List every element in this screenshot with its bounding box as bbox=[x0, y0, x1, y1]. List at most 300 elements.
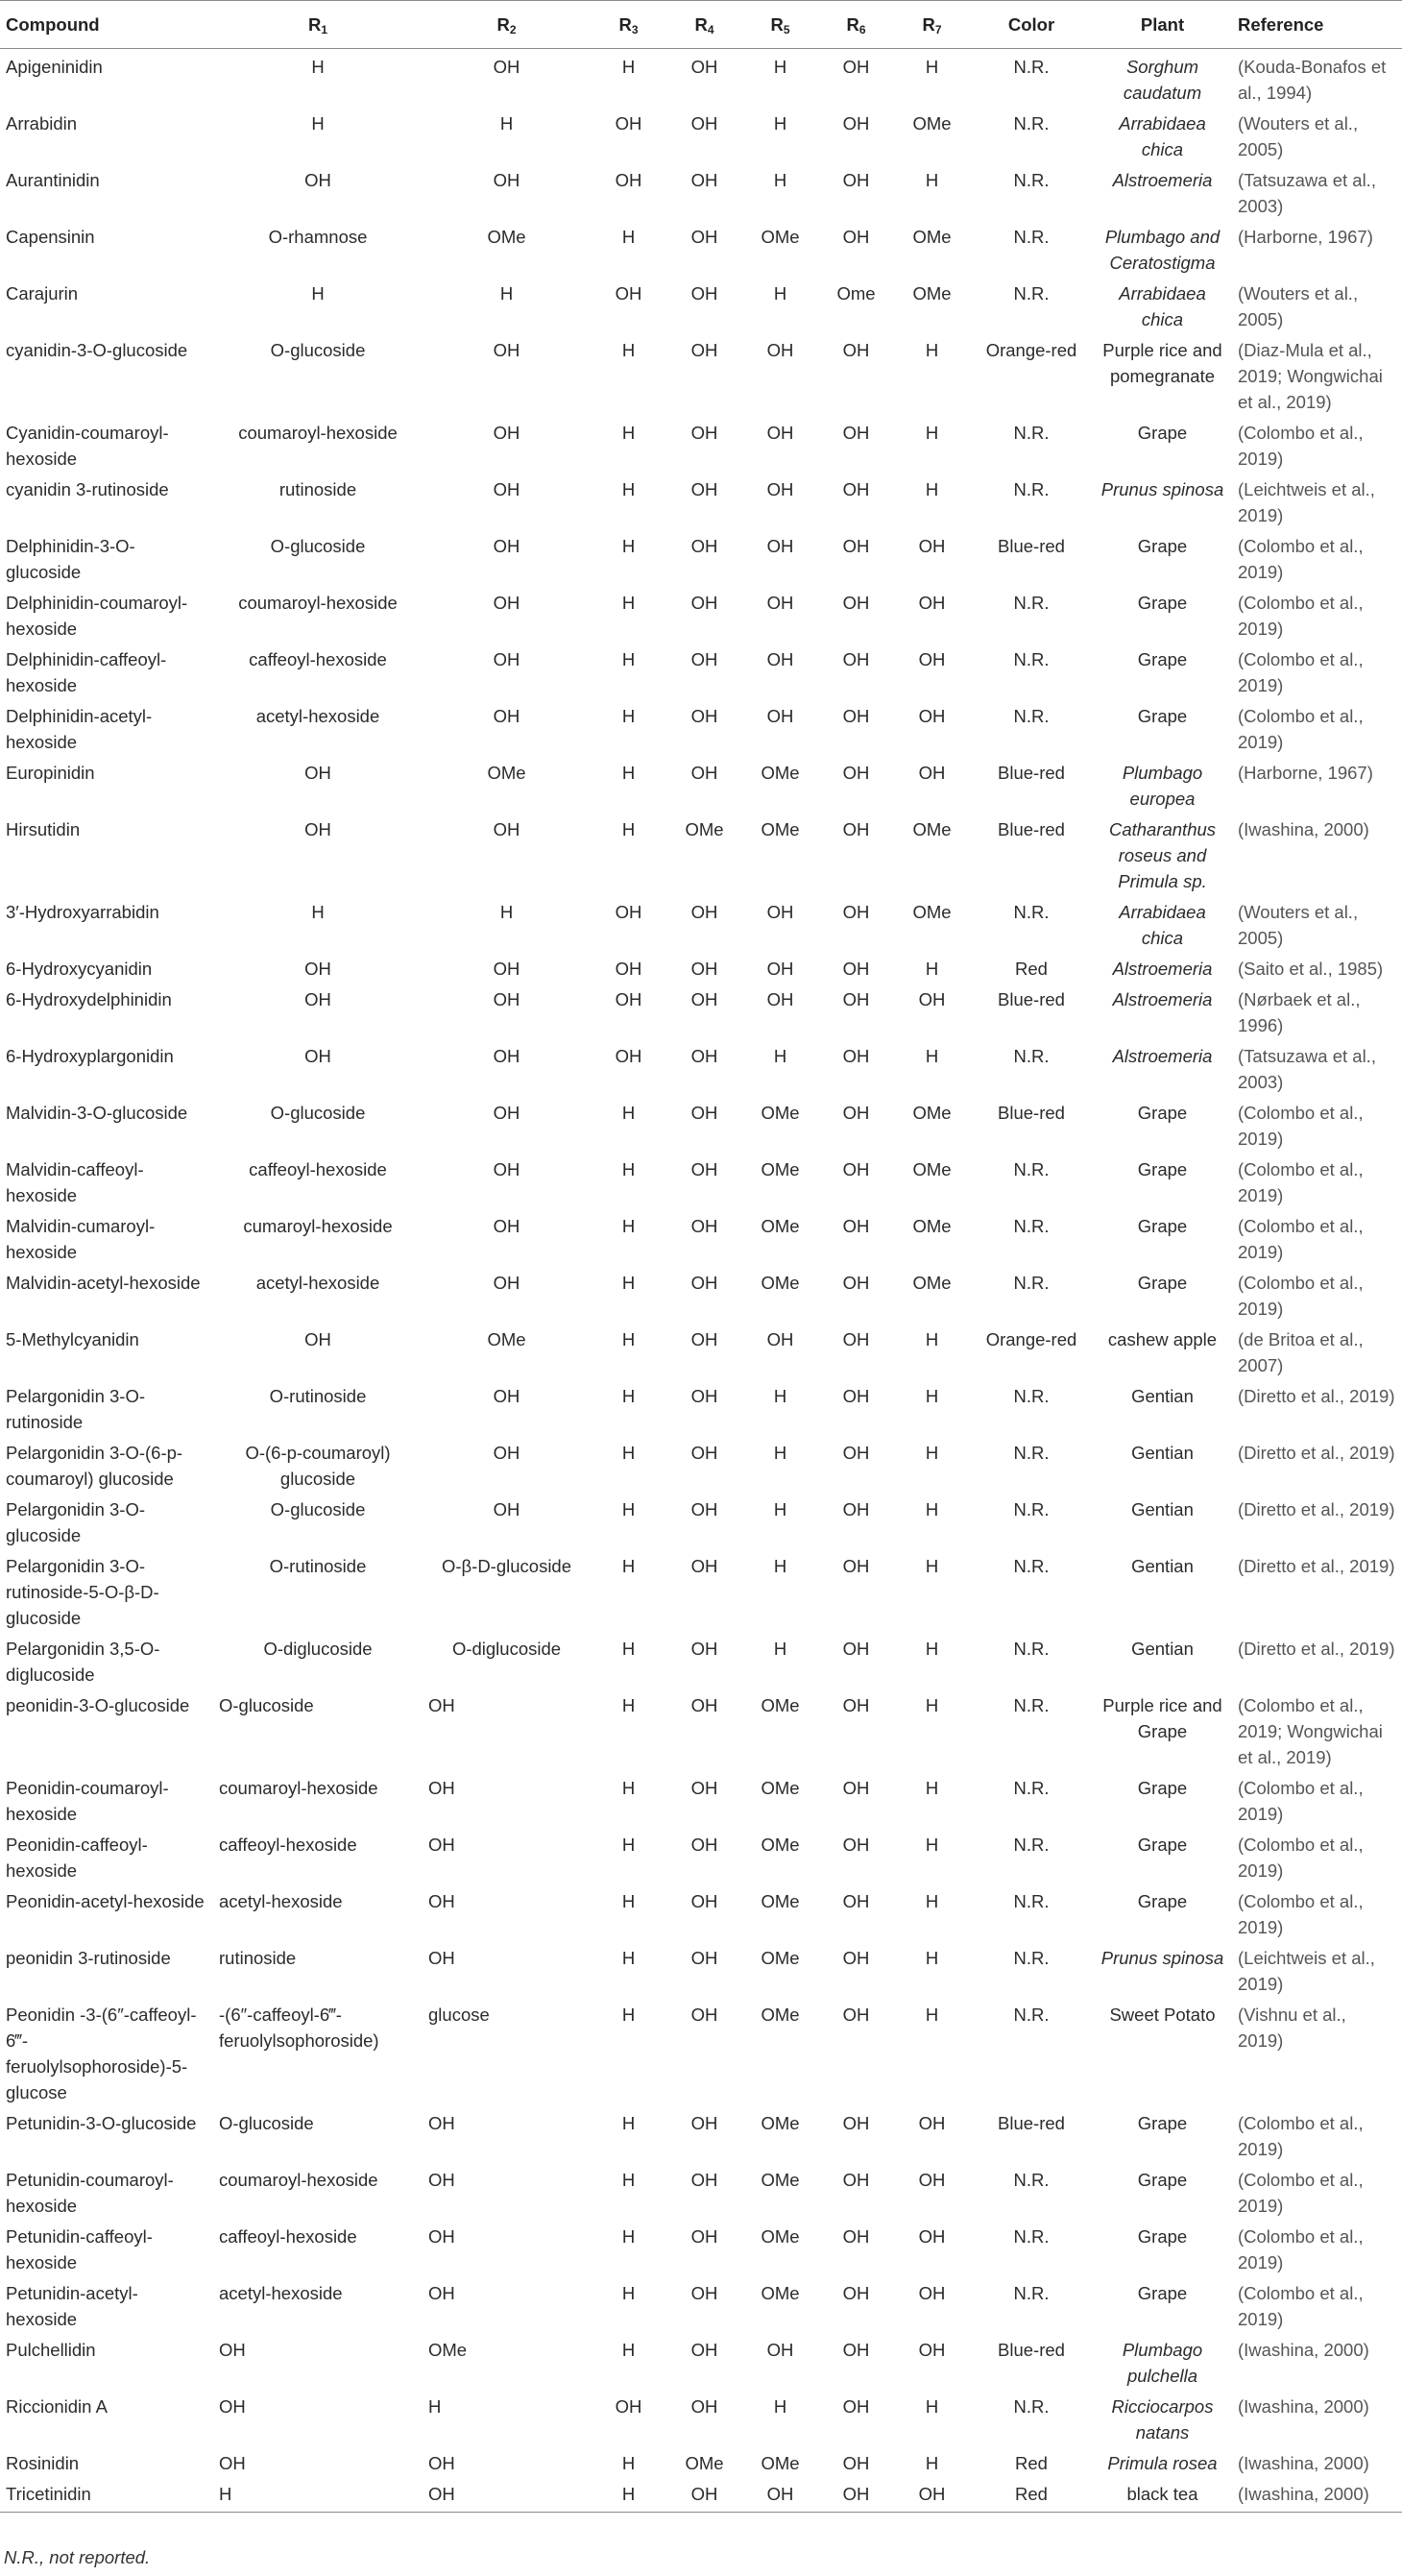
r1-cell: acetyl-hexoside bbox=[255, 706, 380, 726]
r6-cell: OH bbox=[842, 1329, 870, 1349]
reference-cell: (Colombo et al., 2019) bbox=[1238, 2113, 1364, 2159]
compound-cell: Petunidin-3-O-glucoside bbox=[6, 2113, 197, 2133]
r4-cell: OH bbox=[690, 2226, 718, 2247]
r1-cell: caffeoyl-hexoside bbox=[219, 1835, 357, 1855]
reference-cell: (Colombo et al., 2019) bbox=[1238, 1159, 1364, 1205]
r7-cell: H bbox=[925, 959, 939, 979]
r7-cell: H bbox=[925, 2453, 939, 2473]
r1-cell: O-diglucoside bbox=[263, 1639, 373, 1659]
color-cell: N.R. bbox=[1013, 2283, 1050, 2303]
r5-cell: OH bbox=[766, 902, 794, 922]
r3-cell: H bbox=[621, 1329, 636, 1349]
plant-cell: Ricciocarpos natans bbox=[1111, 2396, 1214, 2442]
r5-cell: OMe bbox=[761, 2453, 800, 2473]
r1-cell: O-glucoside bbox=[270, 1499, 366, 1519]
r6-cell: OH bbox=[842, 1273, 870, 1293]
r3-cell: H bbox=[621, 1695, 636, 1715]
header-compound: Compound bbox=[0, 1, 213, 49]
color-cell: N.R. bbox=[1013, 283, 1050, 304]
r6-cell: OH bbox=[842, 2113, 870, 2133]
r3-cell: H bbox=[621, 1386, 636, 1406]
r5-cell: OH bbox=[766, 1329, 794, 1349]
r4-cell: OH bbox=[690, 2283, 718, 2303]
table-row bbox=[0, 1435, 1402, 1492]
r6-cell: OH bbox=[842, 1835, 870, 1855]
r7-cell: H bbox=[925, 1443, 939, 1463]
reference-cell: (Colombo et al., 2019) bbox=[1238, 1835, 1364, 1881]
r6-cell: OH bbox=[842, 1499, 870, 1519]
r6-cell: OH bbox=[842, 423, 870, 443]
r1-cell: OH bbox=[304, 1329, 331, 1349]
r5-cell: OMe bbox=[761, 1778, 800, 1798]
r7-cell: H bbox=[925, 423, 939, 443]
r3-cell: H bbox=[621, 593, 636, 613]
r5-cell: OMe bbox=[761, 2283, 800, 2303]
reference-cell: (Colombo et al., 2019) bbox=[1238, 2226, 1364, 2272]
plant-cell: Prunus spinosa bbox=[1100, 1948, 1224, 1968]
r2-cell: OMe bbox=[487, 227, 526, 247]
reference-cell: (Diretto et al., 2019) bbox=[1238, 1556, 1395, 1576]
r6-cell: OH bbox=[842, 2453, 870, 2473]
reference-cell: (Diretto et al., 2019) bbox=[1238, 1639, 1395, 1659]
r1-cell: OH bbox=[304, 170, 331, 190]
r2-cell: OH bbox=[493, 1159, 520, 1179]
reference-cell: (Colombo et al., 2019) bbox=[1238, 1891, 1364, 1937]
plant-cell: Grape bbox=[1137, 649, 1188, 669]
color-cell: Orange-red bbox=[985, 340, 1077, 360]
reference-cell: (Colombo et al., 2019) bbox=[1238, 1103, 1364, 1149]
r5-cell: H bbox=[773, 2396, 787, 2417]
color-cell: Blue-red bbox=[998, 1103, 1065, 1123]
r7-cell: OMe bbox=[912, 283, 952, 304]
r4-cell: OH bbox=[690, 1835, 718, 1855]
color-cell: Blue-red bbox=[998, 819, 1065, 839]
plant-cell: Grape bbox=[1137, 1216, 1188, 1236]
r5-cell: H bbox=[773, 170, 787, 190]
r5-cell: H bbox=[773, 1499, 787, 1519]
compound-cell: Malvidin-3-O-glucoside bbox=[6, 1103, 188, 1123]
r3-cell: H bbox=[621, 1103, 636, 1123]
color-cell: Red bbox=[1015, 2453, 1048, 2473]
reference-cell: (Colombo et al., 2019) bbox=[1238, 706, 1364, 752]
r2-cell: OH bbox=[493, 57, 520, 77]
r1-cell: acetyl-hexoside bbox=[255, 1273, 380, 1293]
plant-cell: Alstroemeria bbox=[1112, 989, 1213, 1009]
r2-cell: OH bbox=[493, 1103, 520, 1123]
r7-cell: OH bbox=[918, 2226, 946, 2247]
r3-cell: OH bbox=[615, 1046, 642, 1066]
plant-cell: Alstroemeria bbox=[1112, 170, 1213, 190]
r7-cell: H bbox=[925, 170, 939, 190]
r7-cell: H bbox=[925, 340, 939, 360]
r3-cell: H bbox=[621, 1216, 636, 1236]
r7-cell: H bbox=[925, 2396, 939, 2417]
r3-cell: OH bbox=[615, 113, 642, 134]
color-cell: Blue-red bbox=[998, 536, 1065, 556]
r2-cell: H bbox=[428, 2396, 442, 2417]
header-r7: $R_7$ bbox=[894, 1, 970, 49]
r6-cell: OH bbox=[818, 2476, 894, 2513]
r4-cell: OH bbox=[690, 1891, 718, 1911]
header-r3: $R_3$ bbox=[591, 1, 666, 49]
compound-cell: Delphinidin-caffeoyl-hexoside bbox=[6, 649, 167, 695]
r4-cell: OH bbox=[690, 1273, 718, 1293]
compound-cell: Peonidin -3-(6″-caffeoyl-6‴-feruolylsophoroside)-5-glucose bbox=[6, 2005, 197, 2102]
r4-cell: OH bbox=[690, 2340, 718, 2360]
table-body bbox=[0, 49, 1402, 2513]
header-color: Color bbox=[970, 1, 1093, 49]
color-cell: N.R. bbox=[1013, 593, 1050, 613]
r2-cell: OH bbox=[493, 536, 520, 556]
r6-cell: OH bbox=[842, 763, 870, 783]
r1-cell: O-glucoside bbox=[270, 340, 366, 360]
reference-cell: (Colombo et al., 2019) bbox=[1238, 536, 1364, 582]
compound-cell: Peonidin-caffeoyl-hexoside bbox=[6, 1835, 148, 1881]
r3-cell: H bbox=[621, 1948, 636, 1968]
color-cell: N.R. bbox=[1013, 1778, 1050, 1798]
r4-cell: OH bbox=[690, 227, 718, 247]
compound-cell: Malvidin-cumaroyl-hexoside bbox=[6, 1216, 156, 1262]
r6-cell: OH bbox=[842, 1556, 870, 1576]
r1-cell: O-glucoside bbox=[270, 1103, 366, 1123]
r2-cell: OH bbox=[493, 1216, 520, 1236]
r1-cell: O-glucoside bbox=[219, 1695, 314, 1715]
r1-cell: OH bbox=[219, 2453, 246, 2473]
r6-cell: OH bbox=[842, 2283, 870, 2303]
r7-cell: H bbox=[925, 2005, 939, 2025]
compound-cell: Peonidin-acetyl-hexoside bbox=[6, 1891, 205, 1911]
r2-cell: OMe bbox=[487, 1329, 526, 1349]
color-cell: Blue-red bbox=[998, 763, 1065, 783]
r5-cell: OMe bbox=[761, 227, 800, 247]
r4-cell: OH bbox=[690, 763, 718, 783]
r3-cell: H bbox=[621, 57, 636, 77]
r6-cell: OH bbox=[842, 593, 870, 613]
table-row bbox=[0, 1322, 1402, 1378]
r7-cell: OH bbox=[918, 2170, 946, 2190]
r5-cell: OMe bbox=[761, 819, 800, 839]
r5-cell: OMe bbox=[761, 1695, 800, 1715]
r5-cell: OMe bbox=[761, 1273, 800, 1293]
r6-cell: OH bbox=[842, 1386, 870, 1406]
r4-cell: OH bbox=[690, 649, 718, 669]
r5-cell: OMe bbox=[761, 2113, 800, 2133]
table-row bbox=[0, 528, 1402, 585]
compound-cell: Pelargonidin 3-O-(6-p-coumaroyl) glucoside bbox=[6, 1443, 183, 1489]
reference-cell: (Colombo et al., 2019; Wongwichai et al., 2019) bbox=[1238, 1695, 1383, 1767]
compound-cell: Malvidin-acetyl-hexoside bbox=[6, 1273, 201, 1293]
r3-cell: H bbox=[621, 2340, 636, 2360]
r1-cell: cumaroyl-hexoside bbox=[243, 1216, 393, 1236]
r2-cell: OH bbox=[423, 2476, 591, 2513]
reference-cell: (Wouters et al., 2005) bbox=[1238, 113, 1359, 159]
r3-cell: H bbox=[621, 1639, 636, 1659]
header-r5: $R_5$ bbox=[742, 1, 818, 49]
compound-cell: Delphinidin-3-O-glucoside bbox=[6, 536, 135, 582]
table-row bbox=[0, 332, 1402, 415]
r2-cell: OH bbox=[493, 1386, 520, 1406]
compound-cell: Petunidin-acetyl-hexoside bbox=[6, 2283, 138, 2329]
color-cell: Red bbox=[1015, 959, 1048, 979]
reference-cell: (Iwashina, 2000) bbox=[1238, 2396, 1369, 2417]
r4-cell: OH bbox=[690, 340, 718, 360]
color-cell: N.R. bbox=[1013, 423, 1050, 443]
color-cell: N.R. bbox=[1013, 1386, 1050, 1406]
compound-cell: Pelargonidin 3-O-rutinoside-5-O-β-D-glucoside bbox=[6, 1556, 159, 1628]
color-cell: N.R. bbox=[1013, 2396, 1050, 2417]
plant-cell: Plumbago pulchella bbox=[1122, 2340, 1203, 2386]
plant-cell: Grape bbox=[1137, 593, 1188, 613]
r5-cell: OH bbox=[766, 340, 794, 360]
r7-cell: OH bbox=[918, 593, 946, 613]
r6-cell: OH bbox=[842, 340, 870, 360]
r6-cell: Ome bbox=[836, 283, 876, 304]
plant-cell: Gentian bbox=[1131, 1443, 1194, 1463]
r6-cell: OH bbox=[842, 1778, 870, 1798]
r6-cell: OH bbox=[842, 2396, 870, 2417]
r7-cell: OMe bbox=[912, 1159, 952, 1179]
r4-cell: OH bbox=[690, 1443, 718, 1463]
r5-cell: OMe bbox=[761, 1835, 800, 1855]
compound-cell: cyanidin-3-O-glucoside bbox=[6, 340, 188, 360]
reference-cell: (Colombo et al., 2019) bbox=[1238, 649, 1364, 695]
table-row bbox=[0, 2105, 1402, 2162]
plant-cell: Arrabidaea chica bbox=[1119, 113, 1206, 159]
r7-cell: OMe bbox=[912, 113, 952, 134]
color-cell: N.R. bbox=[1013, 1443, 1050, 1463]
r1-cell: H bbox=[311, 113, 325, 134]
table-row bbox=[0, 698, 1402, 755]
r3-cell: H bbox=[621, 423, 636, 443]
reference-cell: (Colombo et al., 2019) bbox=[1238, 1778, 1364, 1824]
r3-cell: H bbox=[621, 1778, 636, 1798]
r5-cell: OH bbox=[766, 423, 794, 443]
table-row bbox=[0, 1883, 1402, 1940]
r5-cell: H bbox=[773, 57, 787, 77]
r3-cell: H bbox=[621, 340, 636, 360]
reference-cell: (Iwashina, 2000) bbox=[1232, 2476, 1402, 2513]
r2-cell: OH bbox=[493, 819, 520, 839]
r2-cell: OH bbox=[428, 1778, 455, 1798]
r1-cell: O-rhamnose bbox=[268, 227, 368, 247]
r7-cell: OH bbox=[918, 763, 946, 783]
r6-cell: OH bbox=[842, 1443, 870, 1463]
compound-cell: Petunidin-coumaroyl-hexoside bbox=[6, 2170, 174, 2216]
plant-cell: Plumbago and Ceratostigma bbox=[1104, 227, 1221, 273]
color-cell: N.R. bbox=[1013, 479, 1050, 499]
r7-cell: H bbox=[925, 1948, 939, 1968]
r1-cell: caffeoyl-hexoside bbox=[219, 2226, 357, 2247]
plant-cell: Purple rice and Grape bbox=[1102, 1695, 1222, 1741]
r5-cell: OH bbox=[766, 989, 794, 1009]
r7-cell: OMe bbox=[912, 1103, 952, 1123]
color-cell: N.R. bbox=[1013, 1891, 1050, 1911]
r1-cell: H bbox=[213, 2476, 423, 2513]
r5-cell: OH bbox=[766, 593, 794, 613]
r1-cell: O-(6-p-coumaroyl) glucoside bbox=[245, 1443, 391, 1489]
r3-cell: H bbox=[621, 1891, 636, 1911]
table-row bbox=[0, 951, 1402, 982]
r1-cell: OH bbox=[304, 989, 331, 1009]
r1-cell: OH bbox=[219, 2396, 246, 2417]
r7-cell: H bbox=[925, 1639, 939, 1659]
plant-cell: cashew apple bbox=[1107, 1329, 1218, 1349]
r6-cell: OH bbox=[842, 706, 870, 726]
header-r6: $R_6$ bbox=[818, 1, 894, 49]
header-reference: Reference bbox=[1232, 1, 1402, 49]
color-cell: N.R. bbox=[1013, 170, 1050, 190]
color-cell: N.R. bbox=[1013, 227, 1050, 247]
r4-cell: OH bbox=[690, 959, 718, 979]
r7-cell: H bbox=[925, 1695, 939, 1715]
compound-cell: Rosinidin bbox=[6, 2453, 80, 2473]
r7-cell: H bbox=[925, 1329, 939, 1349]
r7-cell: H bbox=[925, 1386, 939, 1406]
color-cell: N.R. bbox=[1013, 1695, 1050, 1715]
table-row bbox=[0, 2389, 1402, 2445]
r2-cell: H bbox=[499, 902, 514, 922]
r6-cell: OH bbox=[842, 1046, 870, 1066]
r7-cell: H bbox=[925, 1556, 939, 1576]
reference-cell: (Colombo et al., 2019) bbox=[1238, 1273, 1364, 1319]
r5-cell: OMe bbox=[761, 1216, 800, 1236]
r2-cell: OH bbox=[493, 1273, 520, 1293]
r4-cell: OH bbox=[690, 2113, 718, 2133]
r1-cell: OH bbox=[304, 763, 331, 783]
r5-cell: OMe bbox=[761, 763, 800, 783]
r4-cell: OMe bbox=[685, 819, 724, 839]
plant-cell: Prunus spinosa bbox=[1100, 479, 1224, 499]
r7-cell: H bbox=[925, 1046, 939, 1066]
r6-cell: OH bbox=[842, 2170, 870, 2190]
r3-cell: OH bbox=[615, 902, 642, 922]
r2-cell: OH bbox=[493, 1499, 520, 1519]
r2-cell: OH bbox=[493, 479, 520, 499]
r7-cell: OH bbox=[918, 706, 946, 726]
compound-cell: Petunidin-caffeoyl-hexoside bbox=[6, 2226, 153, 2272]
r3-cell: H bbox=[621, 2005, 636, 2025]
color-cell: N.R. bbox=[1013, 1948, 1050, 1968]
plant-cell: Grape bbox=[1137, 706, 1188, 726]
r4-cell: OH bbox=[690, 2170, 718, 2190]
r5-cell: OH bbox=[742, 2476, 818, 2513]
table-row bbox=[0, 276, 1402, 332]
r6-cell: OH bbox=[842, 1103, 870, 1123]
r7-cell: H bbox=[925, 1891, 939, 1911]
table-row bbox=[0, 1378, 1402, 1435]
plant-cell: Gentian bbox=[1131, 1499, 1194, 1519]
r6-cell: OH bbox=[842, 1639, 870, 1659]
reference-cell: (Tatsuzawa et al., 2003) bbox=[1238, 170, 1376, 216]
r2-cell: OMe bbox=[487, 763, 526, 783]
plant-cell: Grape bbox=[1137, 2170, 1188, 2190]
r3-cell: H bbox=[621, 2453, 636, 2473]
r1-cell: acetyl-hexoside bbox=[219, 1891, 343, 1911]
r6-cell: OH bbox=[842, 2340, 870, 2360]
reference-cell: (Iwashina, 2000) bbox=[1238, 819, 1369, 839]
compound-cell: Cyanidin-coumaroyl-hexoside bbox=[6, 423, 169, 469]
r3-cell: H bbox=[621, 2226, 636, 2247]
compound-cell: 3′-Hydroxyarrabidin bbox=[6, 902, 159, 922]
reference-cell: (Leichtweis et al., 2019) bbox=[1238, 479, 1375, 525]
compound-cell: peonidin 3-rutinoside bbox=[6, 1948, 171, 1968]
r3-cell: H bbox=[621, 1273, 636, 1293]
color-cell: N.R. bbox=[1013, 2170, 1050, 2190]
compound-cell: Arrabidin bbox=[6, 113, 78, 134]
r3-cell: OH bbox=[615, 170, 642, 190]
r4-cell: OH bbox=[666, 2476, 742, 2513]
compound-cell: Riccionidin A bbox=[6, 2396, 108, 2417]
r1-cell: H bbox=[311, 902, 325, 922]
table-row bbox=[0, 1631, 1402, 1688]
reference-cell: (Leichtweis et al., 2019) bbox=[1238, 1948, 1375, 1994]
r2-cell: OH bbox=[493, 593, 520, 613]
r3-cell: H bbox=[621, 227, 636, 247]
r3-cell: H bbox=[621, 706, 636, 726]
r5-cell: H bbox=[773, 283, 787, 304]
color-cell: N.R. bbox=[1013, 1273, 1050, 1293]
reference-cell: (Wouters et al., 2005) bbox=[1238, 902, 1359, 948]
compound-cell: Capensinin bbox=[6, 227, 95, 247]
r1-cell: H bbox=[311, 57, 325, 77]
r3-cell: H bbox=[621, 2113, 636, 2133]
r2-cell: OH bbox=[493, 340, 520, 360]
r6-cell: OH bbox=[842, 649, 870, 669]
table-row bbox=[0, 1208, 1402, 1265]
reference-cell: (Vishnu et al., 2019) bbox=[1238, 2005, 1346, 2051]
r1-cell: O-glucoside bbox=[270, 536, 366, 556]
plant-cell: Plumbago europea bbox=[1122, 763, 1203, 809]
r5-cell: OH bbox=[766, 649, 794, 669]
r5-cell: OH bbox=[766, 959, 794, 979]
r7-cell: OH bbox=[918, 989, 946, 1009]
r2-cell: H bbox=[499, 113, 514, 134]
r6-cell: OH bbox=[842, 1216, 870, 1236]
table-row bbox=[0, 1265, 1402, 1322]
r2-cell: H bbox=[499, 283, 514, 304]
table-row bbox=[0, 1095, 1402, 1152]
r7-cell: OH bbox=[918, 649, 946, 669]
plant-cell: Grape bbox=[1137, 2226, 1188, 2247]
r1-cell: caffeoyl-hexoside bbox=[249, 1159, 387, 1179]
compound-cell: Hirsutidin bbox=[6, 819, 81, 839]
plant-cell: Grape bbox=[1137, 1891, 1188, 1911]
r6-cell: OH bbox=[842, 170, 870, 190]
r7-cell: OH bbox=[918, 536, 946, 556]
plant-cell: Grape bbox=[1137, 1103, 1188, 1123]
r4-cell: OH bbox=[690, 423, 718, 443]
r1-cell: OH bbox=[304, 1046, 331, 1066]
color-cell: Red bbox=[970, 2476, 1093, 2513]
table-row bbox=[0, 1548, 1402, 1631]
table-row bbox=[0, 894, 1402, 951]
table-row bbox=[0, 812, 1402, 894]
r4-cell: OMe bbox=[685, 2453, 724, 2473]
r2-cell: glucose bbox=[428, 2005, 490, 2025]
r3-cell: H bbox=[621, 1443, 636, 1463]
r7-cell: H bbox=[925, 57, 939, 77]
r6-cell: OH bbox=[842, 2005, 870, 2025]
r4-cell: OH bbox=[690, 113, 718, 134]
table-row bbox=[0, 219, 1402, 276]
reference-cell: (Nørbaek et al., 1996) bbox=[1238, 989, 1361, 1035]
plant-cell: Grape bbox=[1137, 1273, 1188, 1293]
reference-cell: (Diretto et al., 2019) bbox=[1238, 1443, 1395, 1463]
table-row bbox=[0, 415, 1402, 472]
r1-cell: OH bbox=[219, 2340, 246, 2360]
r4-cell: OH bbox=[690, 283, 718, 304]
table-row bbox=[0, 49, 1402, 107]
